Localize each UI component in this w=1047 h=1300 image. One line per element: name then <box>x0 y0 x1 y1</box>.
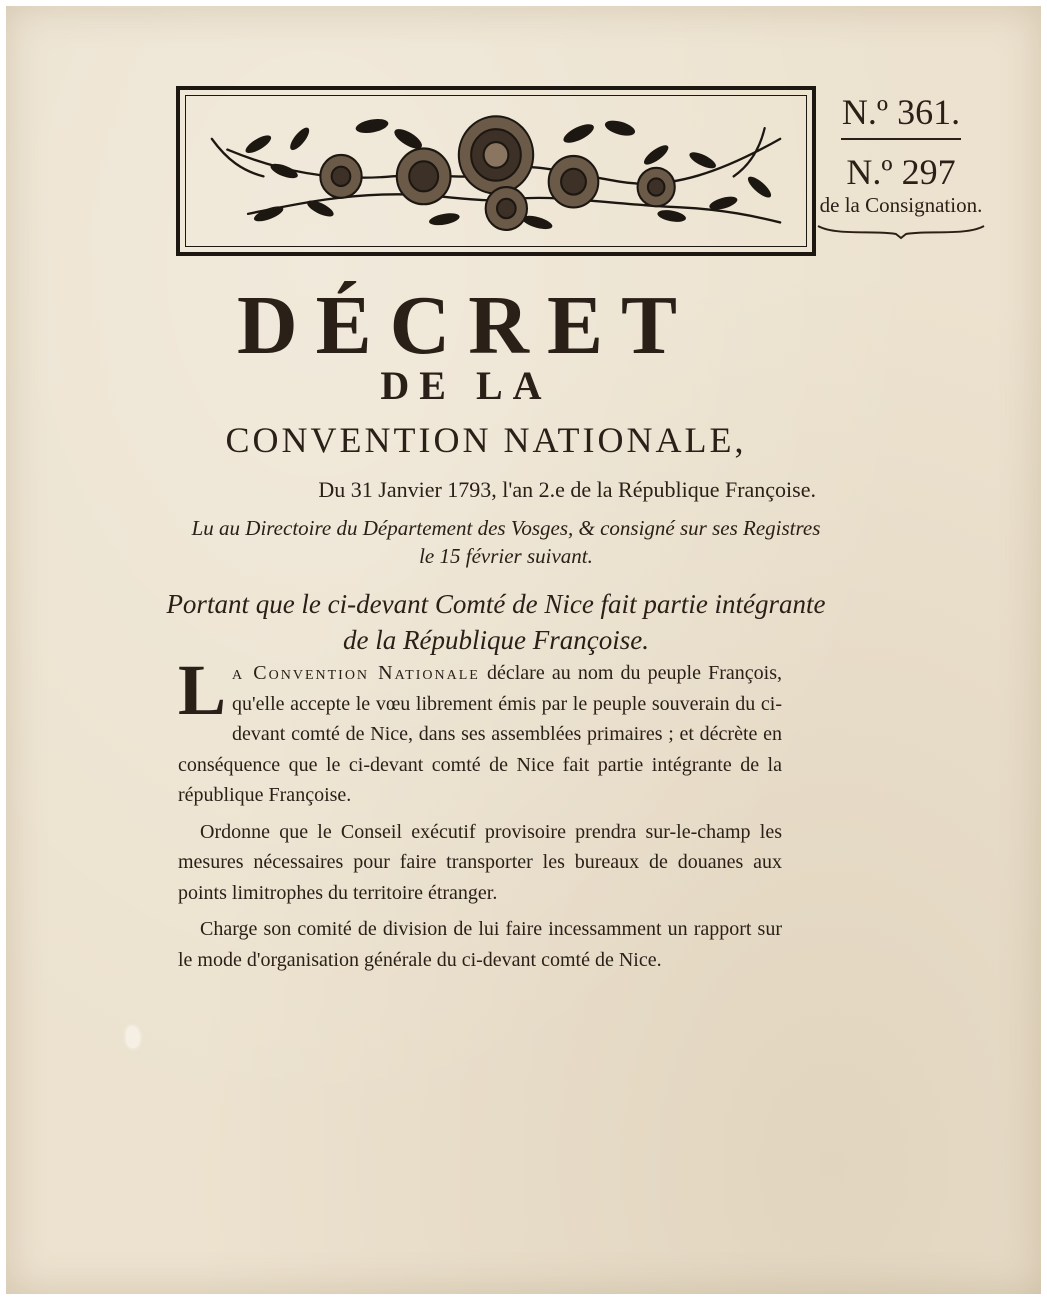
paragraph-1-text: déclare au nom du peuple François, qu'elle accepte le vœu librement émis par le peuple souverain du ci-devant comté de Nice, dans ses assemblées primaires ; et décrète en conséquence que le ci-devant comté de Nice fait partie intégrante de la république Françoise. <box>178 662 782 806</box>
number-divider <box>841 138 961 140</box>
paragraph-1 <box>178 650 782 811</box>
number-secondary: N.º 297 <box>846 152 956 192</box>
floral-woodcut-icon <box>186 96 806 246</box>
dropcap: L <box>178 650 227 730</box>
paper-stain <box>126 1026 140 1048</box>
floral-ornament-frame <box>176 86 816 256</box>
paragraph-3: Charge son comité de division de lui faire incessamment un rapport sur le mode d'organisation générale du ci-devant comté de Nice. <box>178 918 782 971</box>
lu-line: Lu au Directoire du Département des Vosges, & consigné sur ses Registres le 15 février suivant. <box>191 516 821 568</box>
title-subline-2: CONVENTION NATIONALE, <box>225 420 747 460</box>
decree-body <box>178 650 782 975</box>
registry-numbers <box>806 92 996 240</box>
paragraph-2: Ordonne que le Conseil exécutif provisoire prendra sur-le-champ les mesures nécessaires pour faire transporter les bureaux de douanes aux points limitrophes du territoire étranger. <box>178 820 782 904</box>
document-page <box>6 6 1041 1294</box>
page-title: DÉCRET <box>236 279 696 372</box>
convention-nationale-smallcaps: a Convention Nationale <box>232 662 480 684</box>
number-main: N.º 361. <box>841 92 961 132</box>
consignation-label: de la Consignation. <box>819 193 983 217</box>
dateline: Du 31 Janvier 1793, l'an 2.e de la République Françoise. <box>318 477 816 502</box>
decree-subject: Portant que le ci-devant Comté de Nice fait partie intégrante de la République Françoise. <box>166 589 826 655</box>
title-subline-1: DE LA <box>380 363 552 408</box>
brace-icon <box>816 222 986 240</box>
